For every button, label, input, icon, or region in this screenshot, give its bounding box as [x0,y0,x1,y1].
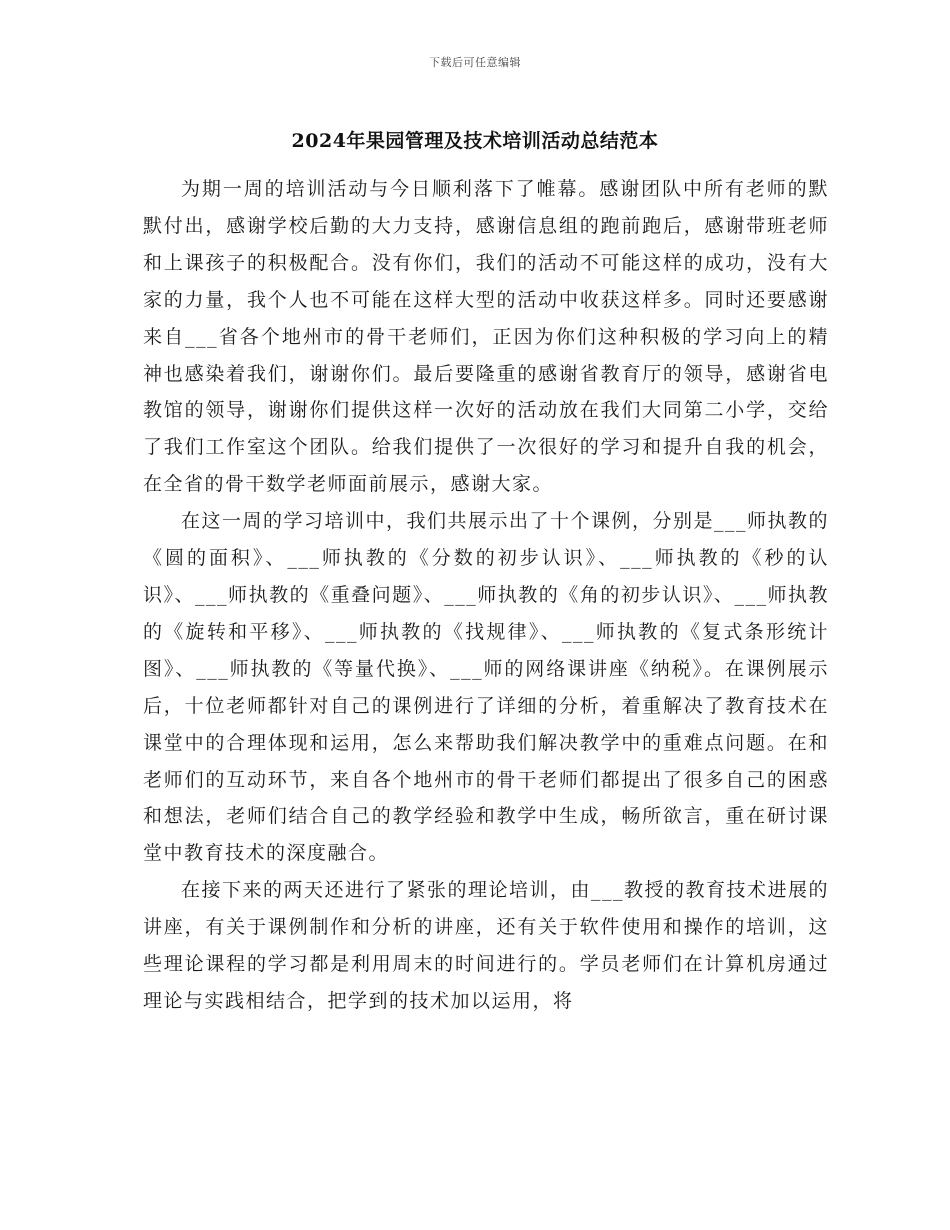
paragraph: 为期一周的培训活动与今日顺利落下了帷幕。感谢团队中所有老师的默默付出，感谢学校后勤的大力支持，感谢信息组的跑前跑后，感谢带班老师和上课孩子的积极配合。没有你们，我们的活动不可能这样的成功，没有大家的力量，我个人也不可能在这样大型的活动中收获这样多。同时还要感谢来自___省各个地州市的骨干老师们，正因为你们这种积极的学习向上的精神也感染着我们，谢谢你们。最后要隆重的感谢省教育厅的领导，感谢省电教馆的领导，谢谢你们提供这样一次好的活动放在我们大同第二小学，交给了我们工作室这个团队。给我们提供了一次很好的学习和提升自我的机会，在全省的骨干数学老师面前展示，感谢大家。 [143,178,829,496]
document-title: 2024年果园管理及技术培训活动总结范本 [291,130,659,152]
paragraph: 在接下来的两天还进行了紧张的理论培训，由___教授的教育技术进展的讲座，有关于课例制作和分析的讲座，还有关于软件使用和操作的培训，这些理论课程的学习都是利用周末的时间进行的。学员老师们在计算机房通过理论与实践相结合，把学到的技术加以运用，将 [143,879,830,1012]
paragraph: 在这一周的学习培训中，我们共展示出了十个课例，分别是___师执教的《圆的面积》、___师执教的《分数的初步认识》、___师执教的《秒的认识》、___师执教的《重叠问题》、___师执教的《角的初步认识》、___师执教的《旋转和平移》、___师执教的《找规律》、___师执教的《复式条形统计图》、___师执教的《等量代换》、___师的网络课讲座《纳税》。在课例展示后，十位老师都针对自己的课例进行了详细的分析，着重解决了教育技术在课堂中的合理体现和运用，怎么来帮助我们解决教学中的重难点问题。在和老师们的互动环节，来自各个地州市的骨干老师们都提出了很多自己的困惑和想法，老师们结合自己的教学经验和教学中生成，畅所欲言，重在研讨课堂中教育技术的深度融合。 [143,510,830,865]
document-body [143,171,829,1020]
header-note: 下载后可任意编辑 [429,56,521,69]
